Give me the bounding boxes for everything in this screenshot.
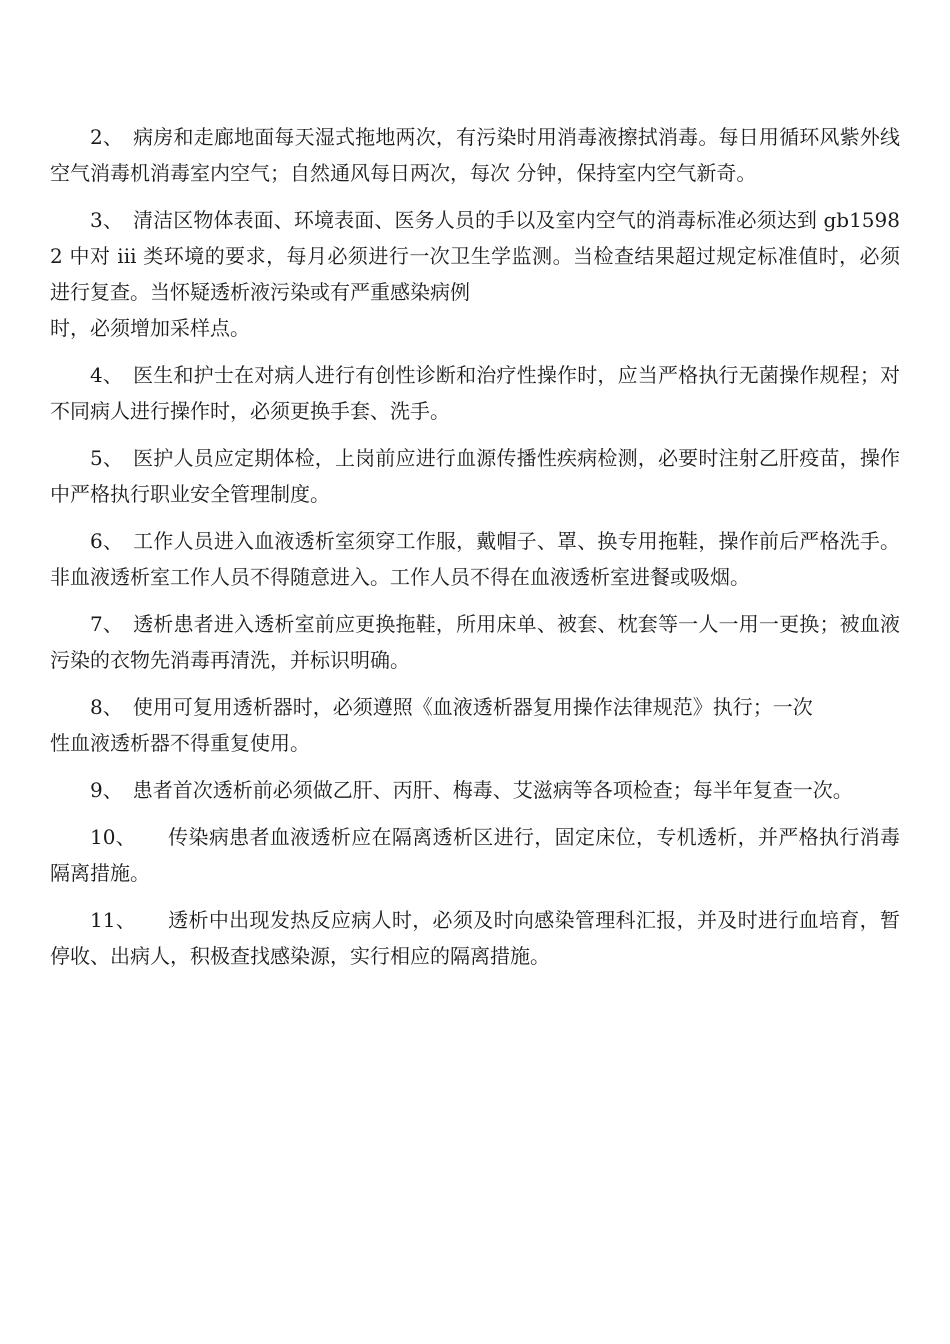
- item-number: 9、: [90, 778, 123, 802]
- item-number: 7、: [90, 612, 124, 636]
- paragraph-2: [50, 119, 900, 191]
- paragraph-3: [50, 202, 900, 346]
- item-number: 2、: [90, 125, 124, 149]
- paragraph-text: 病房和走廊地面每天湿式拖地两次，有污染时用消毒液擦拭消毒。每日用循环风紫外线空气消毒机消毒室内空气；自然通风每日两次，每次 分钟，保持室内空气新奇。: [50, 125, 901, 185]
- item-number: 5、: [90, 446, 124, 470]
- paragraph-10: [50, 819, 900, 891]
- paragraph-text: 医生和护士在对病人进行有创性诊断和治疗性操作时，应当严格执行无菌操作规程；对不同病人进行操作时，必须更换手套、洗手。: [50, 363, 901, 423]
- paragraph-tail: 性血液透析器不得重复使用。: [50, 731, 310, 755]
- paragraph-6: [50, 523, 900, 595]
- paragraph-text: 使用可复用透析器时，必须遵照《血液透析器复用操作法律规范》执行；一次: [132, 695, 813, 719]
- item-number: 3、: [90, 208, 123, 232]
- paragraph-11: [50, 902, 900, 974]
- item-number: 6、: [90, 529, 124, 553]
- item-number: 8、: [90, 695, 123, 719]
- item-number: 11、: [90, 908, 137, 932]
- paragraph-text: 医护人员应定期体检，上岗前应进行血源传播性疾病检测，必要时注射乙肝疫苗，操作中严格执行职业安全管理制度。: [50, 446, 901, 506]
- paragraph-tail: 时，必须增加采样点。: [50, 316, 250, 340]
- paragraph-7: [50, 606, 900, 678]
- paragraph-text: 清洁区物体表面、环境表面、医务人员的手以及室内空气的消毒标准必须达到 gb15982 中对 iii 类环境的要求，每月必须进行一次卫生学监测。当检查结果超过规定标准值时，必须进行复查。当怀疑透析液污染或有严重感染病例: [50, 208, 900, 304]
- item-number: 10、: [90, 825, 137, 849]
- paragraph-5: [50, 440, 900, 512]
- paragraph-text: 透析患者进入透析室前应更换拖鞋，所用床单、被套、枕套等一人一用一更换；被血液污染的衣物先消毒再清洗，并标识明确。: [50, 612, 901, 672]
- paragraph-8: [50, 689, 900, 761]
- item-number: 4、: [90, 363, 124, 387]
- paragraph-4: [50, 357, 900, 429]
- paragraph-9: [50, 772, 900, 808]
- paragraph-text: 传染病患者血液透析应在隔离透析区进行，固定床位，专机透析，并严格执行消毒隔离措施。: [50, 825, 901, 885]
- paragraph-text: 患者首次透析前必须做乙肝、丙肝、梅毒、艾滋病等各项检查；每半年复查一次。: [132, 778, 853, 802]
- paragraph-text: 透析中出现发热反应病人时，必须及时向感染管理科汇报，并及时进行血培育，暂停收、出病人，积极查找感染源，实行相应的隔离措施。: [50, 908, 901, 968]
- paragraph-text: 工作人员进入血液透析室须穿工作服，戴帽子、罩、换专用拖鞋，操作前后严格洗手。非血液透析室工作人员不得随意进入。工作人员不得在血液透析室进餐或吸烟。: [50, 529, 901, 589]
